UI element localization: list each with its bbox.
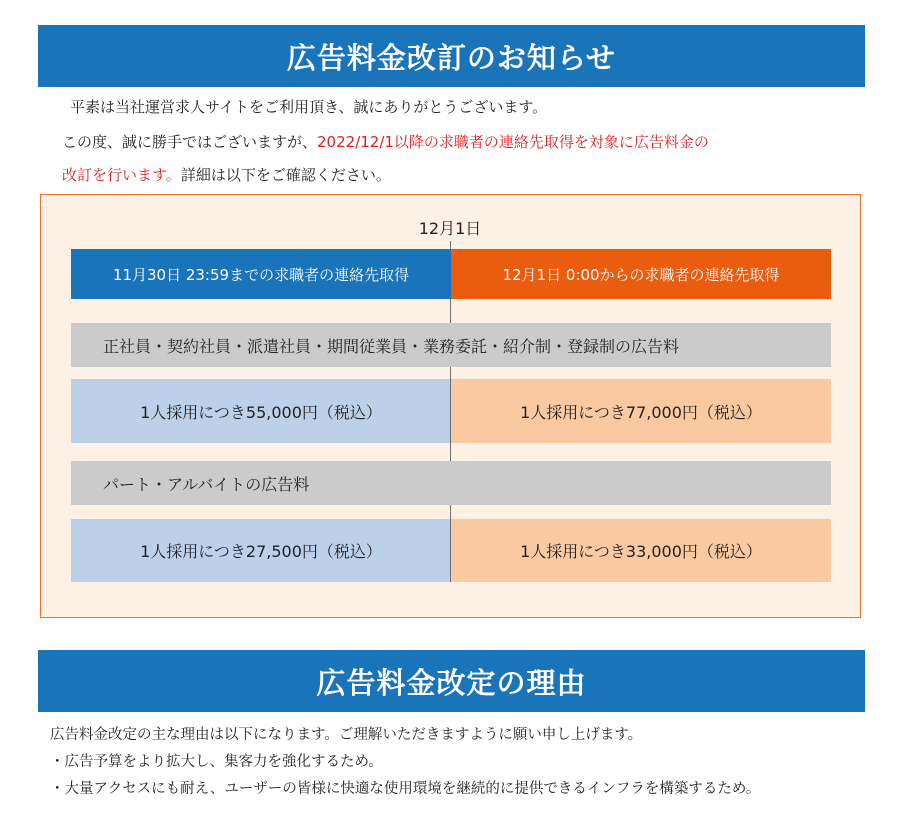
- parttime-price-before: 1人採用につき27,500円（税込）: [71, 519, 451, 582]
- reason-title-banner: [38, 650, 865, 712]
- reason-title: 広告料金改定の理由: [316, 665, 587, 700]
- fulltime-price-before: 1人採用につき55,000円（税込）: [71, 379, 451, 443]
- notice-title-banner: [38, 25, 865, 87]
- parttime-price-after: 1人採用につき33,000円（税込）: [451, 519, 831, 582]
- intro-line-3-text: 詳細は以下をご確認ください。: [180, 166, 391, 184]
- reason-line-1: 広告料金改定の主な理由は以下になります。ご理解いただきますように願い申し上げます。: [50, 727, 643, 743]
- intro-line-1: 平素は当社運営求人サイトをご利用頂き、誠にありがとうございます。: [70, 98, 548, 116]
- divider-1: [450, 299, 451, 323]
- section-label-parttime: パート・アルバイトの広告料: [71, 461, 831, 505]
- intro-line-3-highlight: 改訂を行います。: [62, 166, 181, 184]
- divider-top: [450, 241, 451, 249]
- divider-5: [450, 505, 451, 519]
- price-comparison-box: [40, 194, 861, 618]
- notice-title: 広告料金改訂のお知らせ: [286, 40, 617, 75]
- section-label-fulltime: 正社員・契約社員・派遣社員・期間従業員・業務委託・紹介制・登録制の広告料: [71, 323, 831, 367]
- intro-line-2-text: この度、誠に勝手ではございますが、: [62, 133, 318, 151]
- reason-line-3: ・大量アクセスにも耐え、ユーザーの皆様に快適な使用環境を継続的に提供できるインフラを構築するため。: [50, 781, 761, 797]
- fulltime-price-after: 1人採用につき77,000円（税込）: [451, 379, 831, 443]
- intro-line-3: [62, 165, 391, 185]
- intro-line-2: [62, 132, 709, 152]
- before-header: 11月30日 23:59までの求職者の連絡先取得: [71, 249, 451, 299]
- divider-6: [450, 519, 451, 582]
- divider-3: [450, 379, 451, 443]
- reason-line-2: ・広告予算をより拡大し、集客力を強化するため。: [50, 754, 383, 770]
- change-date-label: 12月1日: [418, 218, 482, 238]
- divider-4: [450, 443, 451, 461]
- intro-line-2-highlight: 2022/12/1以降の求職者の連絡先取得を対象に広告料金の: [317, 133, 709, 151]
- after-header: 12月1日 0:00からの求職者の連絡先取得: [451, 249, 831, 299]
- divider-2: [450, 367, 451, 379]
